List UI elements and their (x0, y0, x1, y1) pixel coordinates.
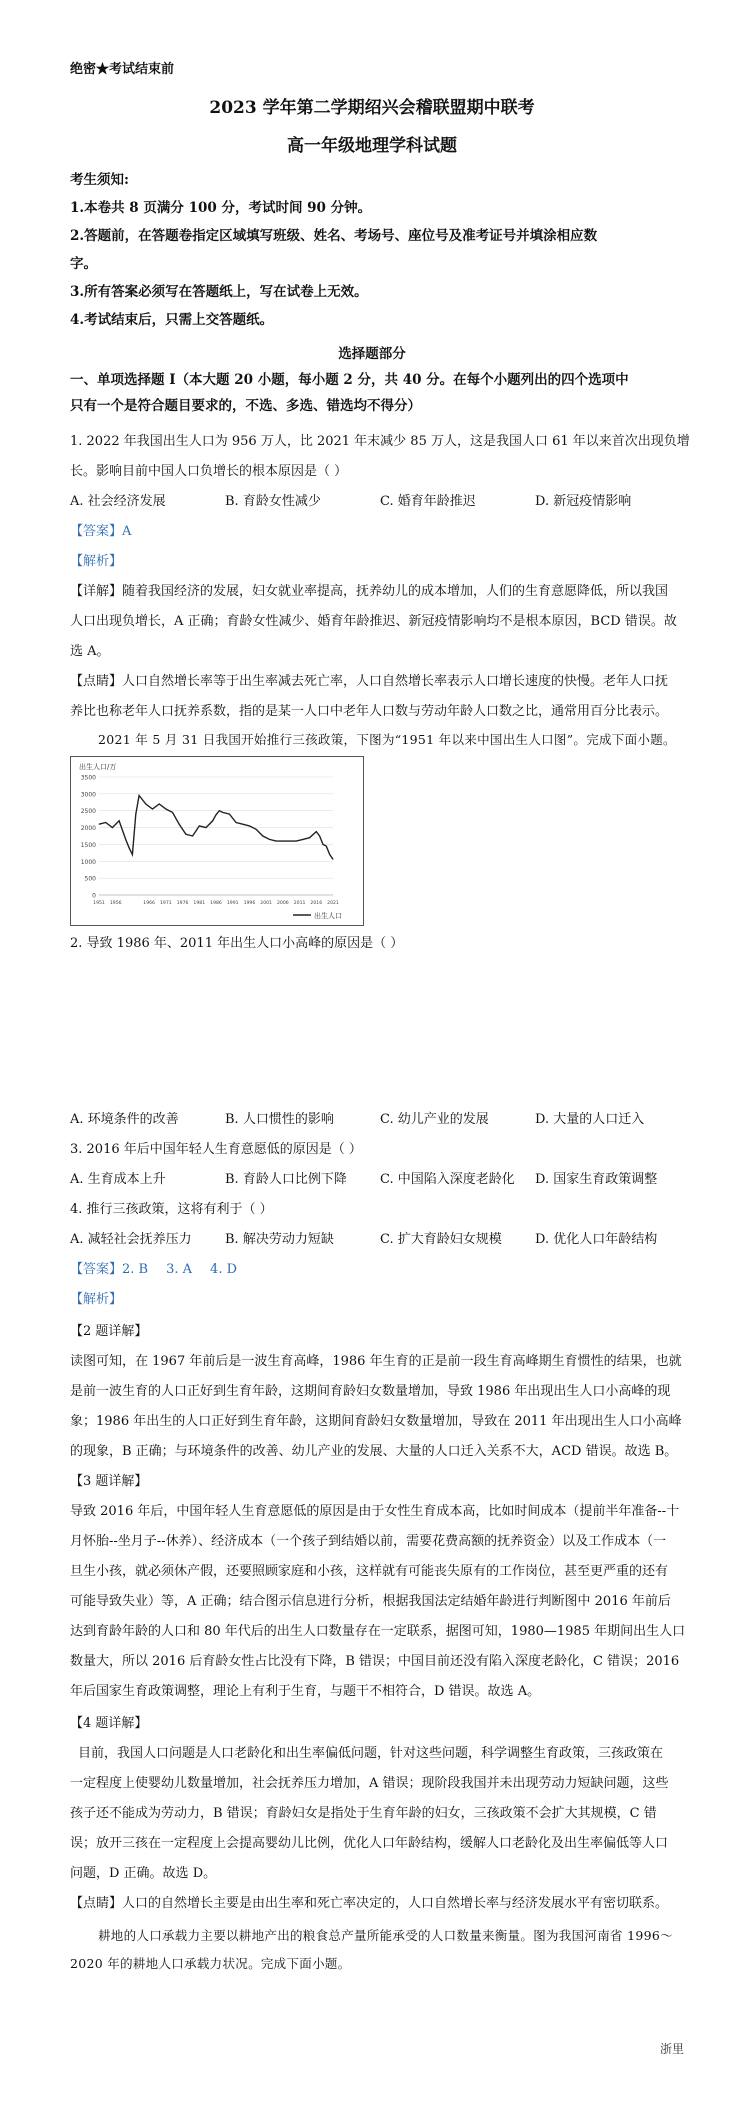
q1-stem: 长。影响目前中国人口负增长的根本原因是（ ） (70, 464, 348, 479)
chart-data-point (165, 809, 166, 810)
secret-label: 绝密★考试结束前 (70, 62, 175, 77)
q1-analysis-label: 【解析】 (70, 554, 123, 569)
chart-data-point (333, 859, 334, 860)
chart-x-tick-label: 2016 (310, 901, 323, 906)
chart-data-point (99, 824, 100, 825)
chart-data-point (323, 844, 324, 845)
section-title: 选择题部分 (338, 346, 406, 362)
exam-title: 2023 学年第二学期绍兴会稽联盟期中联考 (209, 98, 535, 118)
option-b: B. 解决劳动力短缺 (225, 1232, 334, 1247)
chart-x-tick-label: 1996 (243, 901, 256, 906)
passage-2: 2020 年的耕地人口承载力状况。完成下面小题。 (70, 1956, 351, 1971)
chart-x-tick-label: 1981 (193, 901, 206, 906)
chart-x-tick-label: 1986 (210, 901, 222, 906)
notice-item: 4.考试结束后，只需上交答题纸。 (70, 312, 274, 328)
chart-data-point (206, 827, 207, 828)
analysis-3-line: 导致 2016 年后，中国年轻人生育意愿低的原因是由于女性生育成本高，比如时间成本（提前半年准备--十 (70, 1504, 680, 1519)
chart-data-point (319, 836, 320, 837)
chart-x-tick-label: 1951 (93, 901, 105, 906)
chart-data-point (242, 824, 243, 825)
chart-y-tick-label: 1000 (80, 858, 96, 866)
chart-x-tick-label: 1966 (143, 901, 155, 906)
exam-subtitle: 高一年级地理学科试题 (287, 136, 457, 156)
chart-x-tick-label: 2021 (327, 901, 339, 906)
chart-data-point (219, 810, 220, 811)
chart-x-tick-label: 1971 (160, 901, 172, 906)
analysis-3-line: 旦生小孩，就必须休产假，还要照顾家庭和小孩，这样就有可能丧失原有的工作岗位，甚至更严重的还有 (70, 1564, 669, 1579)
option-d: D. 大量的人口迁入 (535, 1112, 645, 1127)
passage-2: 耕地的人口承载力主要以耕地产出的粮食总产量所能承受的人口数量来衡量。图为我国河南省 1996～ (98, 1928, 673, 1943)
analysis-2-line: 读图可知，在 1967 年前后是一波生育高峰，1986 年生育的正是前一段生育高峰期生育惯性的结果，也就 (70, 1354, 682, 1369)
option-a: A. 减轻社会抚养压力 (70, 1232, 192, 1247)
section-heading: 一、单项选择题 I（本大题 20 小题，每小题 2 分，共 40 分。在每个小题列出的四个选项中 (70, 372, 629, 388)
birth-population-chart (70, 756, 364, 926)
q4-stem: 4. 推行三孩政策，这将有利于（ ） (70, 1202, 273, 1217)
chart-data-point (192, 836, 193, 837)
analysis-3-line: 年后国家生育政策调整，理论上有利于生育，与题干不相符合，D 错误。故选 A。 (70, 1684, 541, 1699)
chart-data-point (269, 839, 270, 840)
analysis-3-line: 月怀胎--坐月子--休养）、经济成本（一个孩子到结婚以前，需要花费高额的抚养资金）以及工作成本（一 (70, 1534, 667, 1549)
analysis-3-heading: 【3 题详解】 (70, 1474, 148, 1489)
analysis-4-heading: 【4 题详解】 (70, 1716, 148, 1731)
analysis-2-line: 是前一波生育的人口正好到生育年龄，这期间育龄妇女数量增加，导致 1986 年出现出生人口小高峰的现 (70, 1384, 671, 1399)
analysis-4-line: 目前，我国人口问题是人口老龄化和出生率偏低问题，针对这些问题，科学调整生育政策，三孩政策在 (78, 1746, 664, 1761)
q1-detail: 【详解】随着我国经济的发展，妇女就业率提高，抚养幼儿的成本增加，人们的生育意愿降低，所以我国 (70, 584, 669, 599)
analysis-3-line: 数量大，所以 2016 后育龄女性占比没有下降，B 错误；中国目前还没有陷入深度老龄化，C 错误；2016 (70, 1654, 680, 1669)
answers-2-4 (70, 1260, 255, 1280)
chart-y-tick-label: 3000 (80, 791, 96, 799)
chart-data-point (326, 846, 327, 847)
chart-data-point (236, 822, 237, 823)
q1-detail: 人口出现负增长，A 正确；育龄女性减少、婚育年龄推迟、新冠疫情影响均不是根本原因，BCD 错误。故 (70, 614, 677, 629)
analysis-4-line: 一定程度上使婴幼儿数量增加，社会抚养压力增加，A 错误；现阶段我国并未出现劳动力短缺问题，这些 (70, 1776, 669, 1791)
chart-data-point (282, 841, 283, 842)
option-b: B. 人口惯性的影响 (225, 1112, 334, 1127)
chart-data-point (289, 841, 290, 842)
analysis-2-line: 象；1986 年出生的人口正好到生育年龄，这期间育龄妇女数量增加，导致在 2011 年出现出生人口小高峰 (70, 1414, 682, 1429)
chart-legend-label: 出生人口 (314, 912, 342, 920)
notice-item: 字。 (70, 256, 97, 272)
chart-data-point (216, 814, 217, 815)
q2-options (70, 1110, 690, 1130)
chart-y-tick-label: 500 (84, 875, 96, 883)
chart-data-point (159, 804, 160, 805)
chart-data-point (172, 812, 173, 813)
chart-data-point (229, 814, 230, 815)
chart-data-point (105, 822, 106, 823)
chart-data-point (212, 820, 213, 821)
chart-x-tick-label: 1991 (226, 901, 239, 906)
chart-data-point (316, 831, 317, 832)
chart-y-tick-label: 3500 (80, 774, 96, 782)
chart-y-axis-label: 出生人口/万 (79, 763, 117, 771)
q4-options (70, 1230, 690, 1250)
chart-data-point (303, 839, 304, 840)
option-c: C. 中国陷入深度老龄化 (380, 1172, 515, 1187)
chart-data-point (222, 812, 223, 813)
chart-data-point (249, 825, 250, 826)
analysis-3-line: 达到育龄年龄的人口和 80 年代后的出生人口数量存在一定联系，据图可知，1980—1985 年期间出生人口 (70, 1624, 686, 1639)
analysis-4-line: 问题，D 正确。故选 D。 (70, 1866, 217, 1881)
chart-data-point (135, 814, 136, 815)
chart-y-tick-label: 0 (92, 892, 96, 900)
chart-data-point (276, 841, 277, 842)
q1-detail: 选 A。 (70, 644, 110, 659)
option-d: D. 优化人口年龄结构 (535, 1232, 658, 1247)
chart-x-tick-label: 2006 (277, 901, 289, 906)
chart-data-point (256, 829, 257, 830)
option-d: D. 新冠疫情影响 (535, 494, 632, 509)
chart-x-tick-label: 1956 (109, 901, 122, 906)
chart-data-point (199, 825, 200, 826)
chart-x-tick-label: 2001 (260, 901, 272, 906)
chart-data-point (139, 795, 140, 796)
chart-data-point (329, 854, 330, 855)
notice-item: 3.所有答案必须写在答题纸上，写在试卷上无效。 (70, 284, 368, 300)
q1-stem: 1. 2022 年我国出生人口为 956 万人，比 2021 年末减少 85 万人，这是我国人口 61 年以来首次出现负增 (70, 434, 690, 449)
option-d: D. 国家生育政策调整 (535, 1172, 658, 1187)
chart-data-point (129, 847, 130, 848)
chart-data-point (186, 834, 187, 835)
notice-item: 1.本卷共 8 页满分 100 分，考试时间 90 分钟。 (70, 200, 372, 216)
answer-item: 3. A (166, 1262, 193, 1277)
answer-item: 4. D (210, 1262, 238, 1277)
option-b: B. 育龄人口比例下降 (225, 1172, 347, 1187)
analysis-3-line: 可能导致失业）等，A 正确；结合图示信息进行分析，根据我国法定结婚年龄进行判断图中 2016 年前后 (70, 1594, 671, 1609)
option-c: C. 扩大育龄妇女规模 (380, 1232, 502, 1247)
option-a: A. 社会经济发展 (70, 494, 166, 509)
page-footer: 浙里 (659, 2042, 684, 2056)
answers-analysis-label: 【解析】 (70, 1292, 123, 1307)
analysis-4-tip: 【点睛】人口的自然增长主要是由出生率和死亡率决定的，人口自然增长率与经济发展水平有密切联系。 (70, 1896, 669, 1911)
passage-1: 2021 年 5 月 31 日我国开始推行三孩政策，下图为“1951 年以来中国出生人口图”。完成下面小题。 (98, 732, 676, 747)
chart-y-tick-label: 2500 (80, 808, 96, 816)
q1-answer: 【答案】A (70, 524, 132, 539)
chart-data-point (296, 841, 297, 842)
notice-item: 2.答题前，在答题卷指定区域填写班级、姓名、考场号、座位号及准考证号并填涂相应数 (70, 228, 598, 244)
analysis-4-line: 孩子还不能成为劳动力，B 错误；育龄妇女是指处于生育年龄的妇女，三孩政策不会扩大其规模，C 错 (70, 1806, 657, 1821)
chart-data-point (152, 809, 153, 810)
answers-label: 【答案】 (70, 1262, 123, 1277)
answer-item: 2. B (122, 1262, 149, 1277)
section-heading: 只有一个是符合题目要求的，不选、多选、错选均不得分） (70, 398, 421, 414)
analysis-2-line: 的现象，B 正确；与环境条件的改善、幼儿产业的发展、大量的人口迁入关系不大，ACD 错误。故选 B。 (70, 1444, 678, 1459)
chart-data-point (262, 836, 263, 837)
chart-svg (71, 757, 363, 925)
q3-options (70, 1170, 690, 1190)
option-b: B. 育龄女性减少 (225, 494, 321, 509)
q2-stem: 2. 导致 1986 年、2011 年出生人口小高峰的原因是（ ） (70, 936, 404, 951)
chart-x-tick-label: 2011 (293, 901, 306, 906)
analysis-4-line: 误；放开三孩在一定程度上会提高婴幼儿比例，优化人口年龄结构，缓解人口老龄化及出生率偏低等人口 (70, 1836, 669, 1851)
chart-data-point (112, 827, 113, 828)
option-a: A. 生育成本上升 (70, 1172, 166, 1187)
option-a: A. 环境条件的改善 (70, 1112, 179, 1127)
chart-data-point (145, 804, 146, 805)
analysis-2-heading: 【2 题详解】 (70, 1324, 148, 1339)
q1-tip: 【点睛】人口自然增长率等于出生率减去死亡率，人口自然增长率表示人口增长速度的快慢。老年人口抚 (70, 674, 669, 689)
q1-options (70, 492, 690, 512)
option-c: C. 幼儿产业的发展 (380, 1112, 489, 1127)
chart-data-point (132, 854, 133, 855)
chart-y-tick-label: 1500 (80, 841, 96, 849)
chart-data-point (309, 837, 310, 838)
notice-heading: 考生须知: (70, 172, 129, 188)
option-c: C. 婚育年龄推迟 (380, 494, 476, 509)
chart-x-tick-label: 1976 (176, 901, 189, 906)
q3-stem: 3. 2016 年后中国年轻人生育意愿低的原因是（ ） (70, 1142, 362, 1157)
chart-data-point (119, 820, 120, 821)
chart-y-tick-label: 2000 (80, 825, 96, 833)
chart-data-point (125, 839, 126, 840)
chart-data-point (179, 824, 180, 825)
q1-tip: 养比也称老年人口抚养系数，指的是某一人口中老年人口数与劳动年龄人口数之比，通常用百分比表示。 (70, 704, 669, 719)
